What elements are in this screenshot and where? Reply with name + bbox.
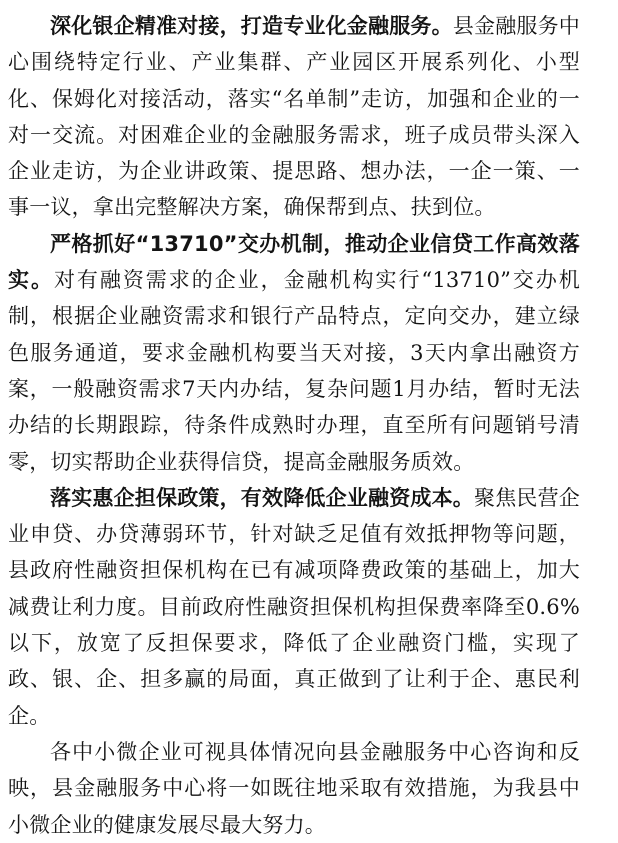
paragraph-lead: 深化银企精准对接，打造专业化金融服务。: [50, 14, 453, 38]
paragraph-lead: 严格抓好“13710”交办机制，推动企业信贷工作高效落实。: [8, 231, 580, 293]
paragraph-lead: 落实惠企担保政策，有效降低企业融资成本。: [50, 485, 474, 510]
paragraph-body: 聚焦民营企业申贷、办贷薄弱环节，针对缺乏足值有效抵押物等问题，县政府性融资担保机构在已有减项降费政策的基础上，加大减费让利力度。目前政府性融资担保机构担保费率降至0.6%以下，放宽了反担保要求，降低了企业融资门槛，实现了政、银、企、担多赢的局面，真正做到了让利于企、惠民利企。: [8, 485, 580, 728]
paragraph-body: 对有融资需求的企业，金融机构实行“13710”交办机制，根据企业融资需求和银行产品特点，定向交办，建立绿色服务通道，要求金融机构要当天对接，3天内拿出融资方案，一般融资需求7天内办结，复杂问题1月办结，暂时无法办结的长期跟踪，待条件成熟时办理，直至所有问题销号清零，切实帮助企业获得信贷，提高金融服务质效。: [8, 268, 580, 474]
paragraph-closing: [8, 734, 580, 843]
paragraph-guarantee-policy: [8, 480, 580, 734]
document-page: [8, 8, 580, 843]
paragraph-body: 各中小微企业可视具体情况向县金融服务中心咨询和反映，县金融服务中心将一如既往地采取有效措施，为我县中小微企业的健康发展尽最大努力。: [8, 739, 580, 837]
paragraph-bank-enterprise: [8, 8, 580, 226]
paragraph-13710-mechanism: [8, 226, 580, 480]
paragraph-body: 县金融服务中心围绕特定行业、产业集群、产业园区开展系列化、小型化、保姆化对接活动，落实“名单制”走访，加强和企业的一对一交流。对困难企业的金融服务需求，班子成员带头深入企业走访，为企业讲政策、提思路、想办法，一企一策、一事一议，拿出完整解决方案，确保帮到点、扶到位。: [8, 14, 581, 220]
